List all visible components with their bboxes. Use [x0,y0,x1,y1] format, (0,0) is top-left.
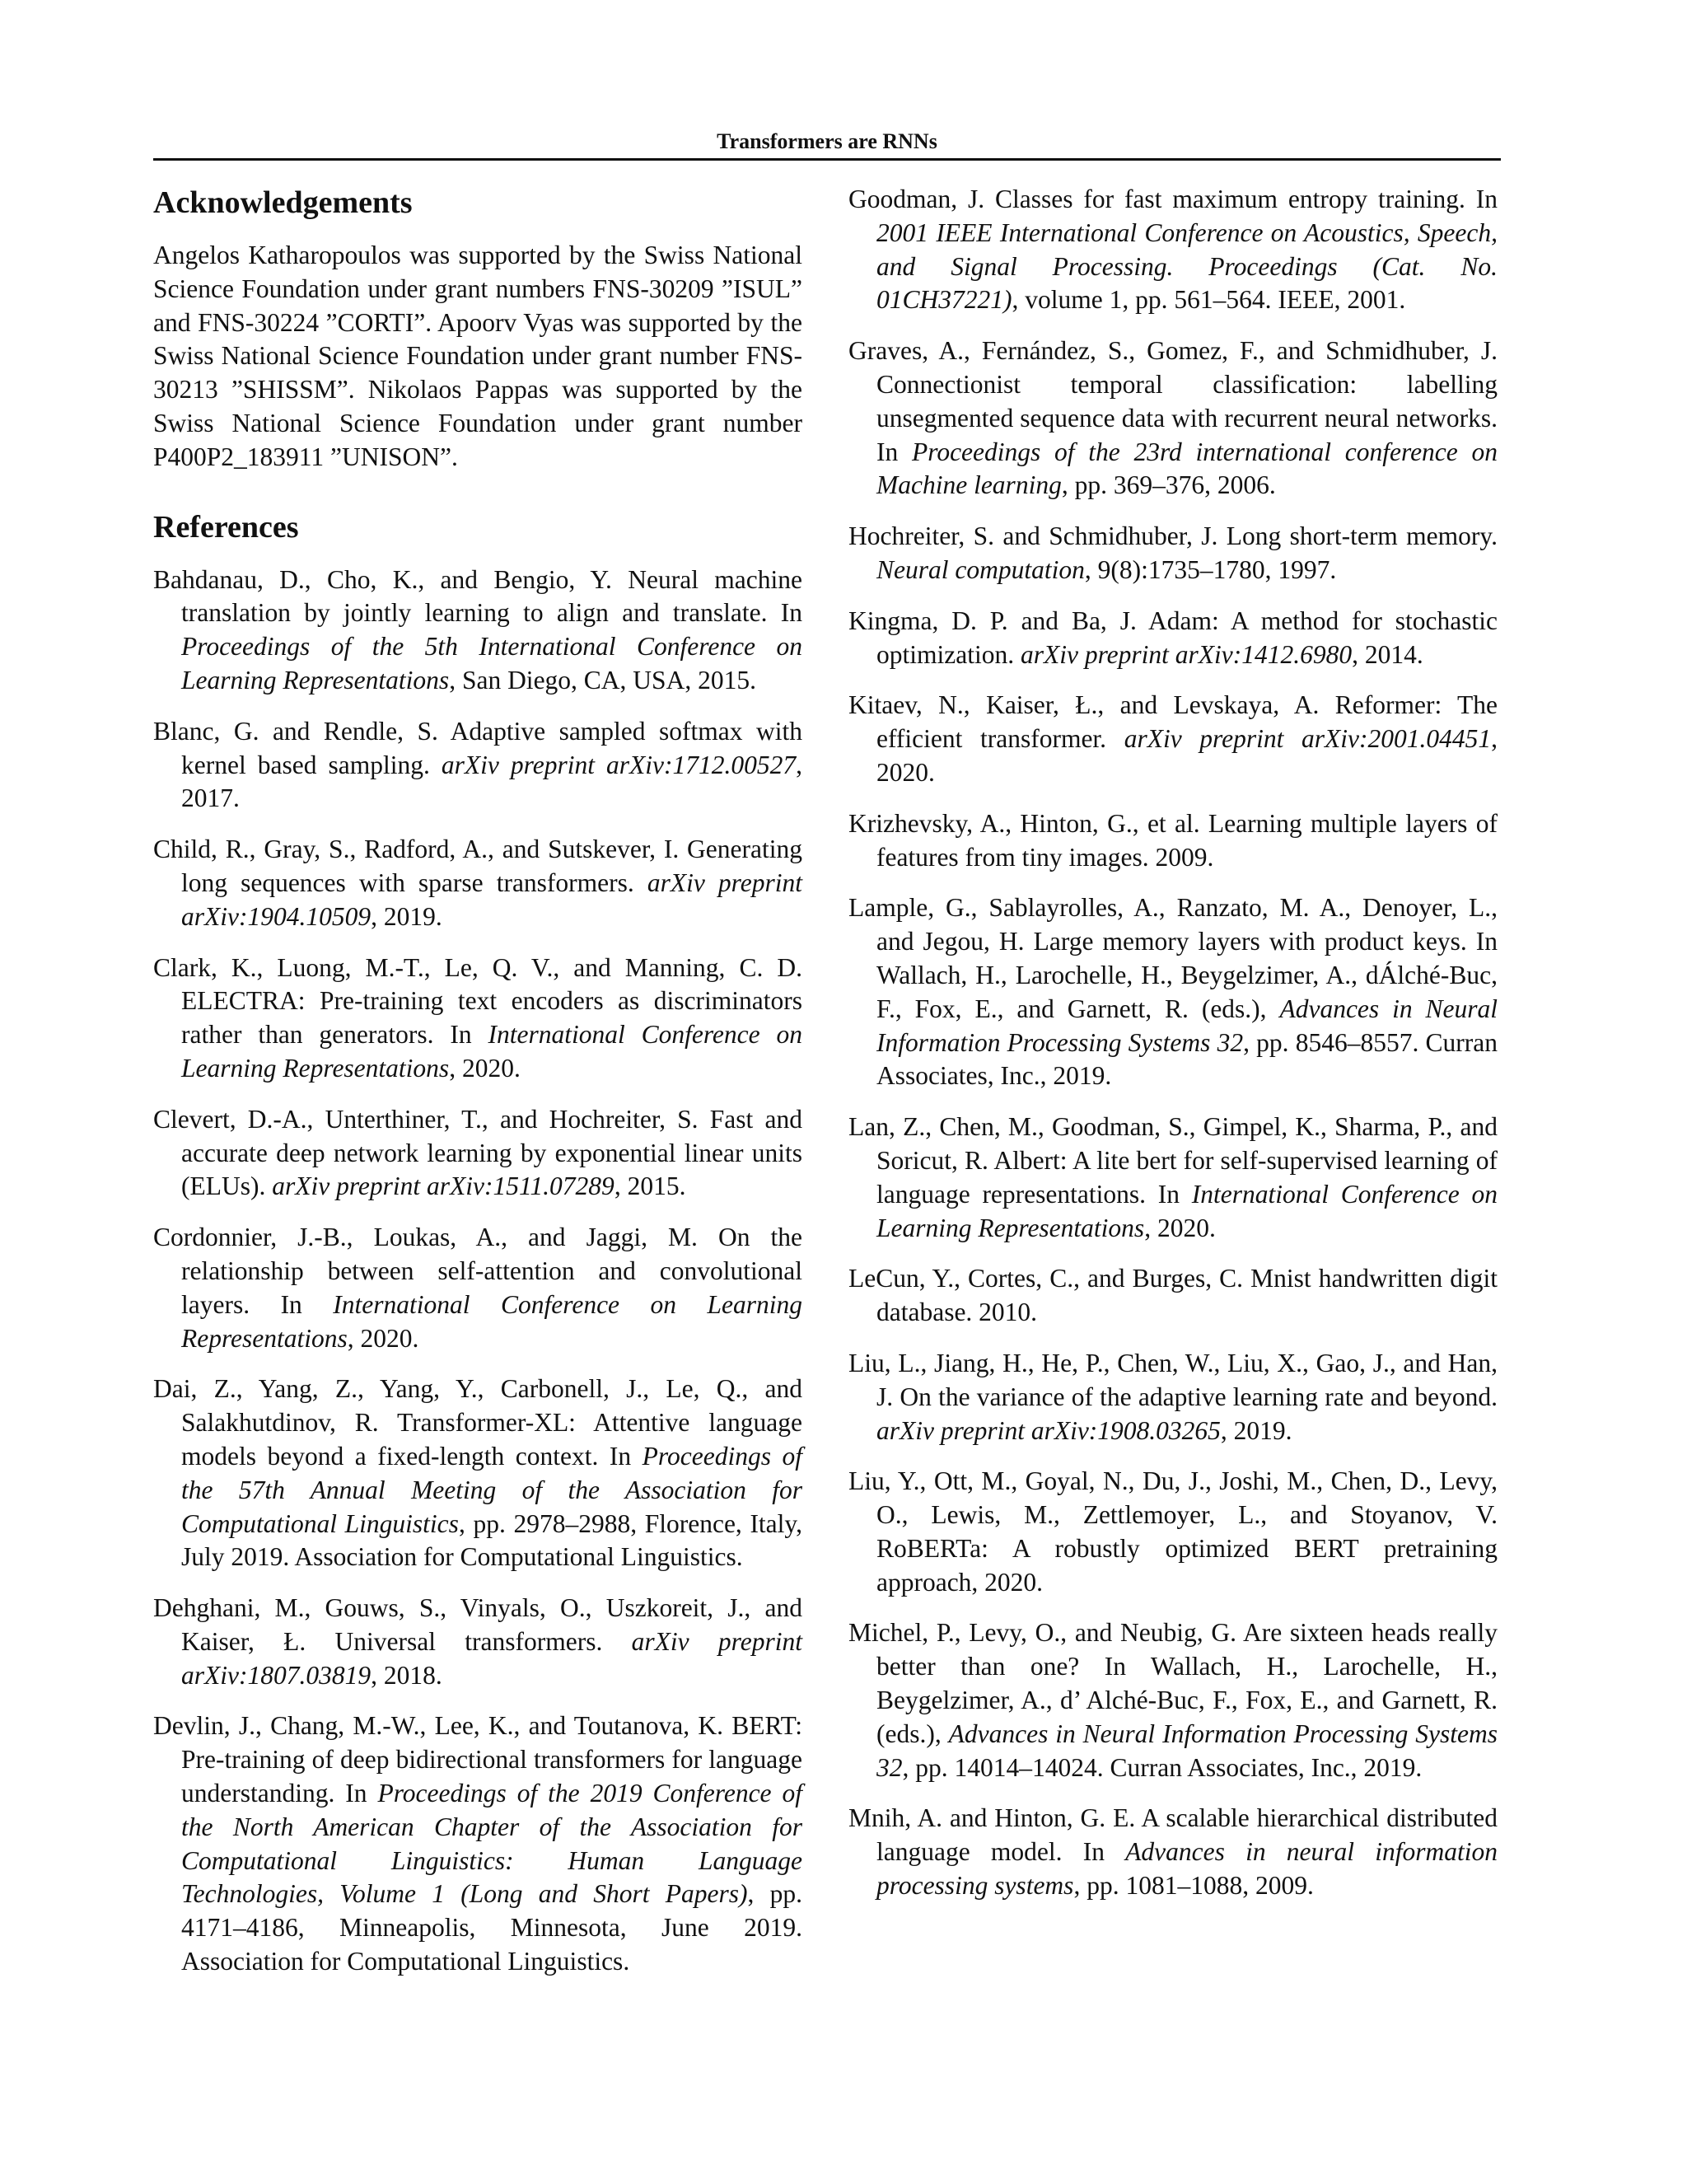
reference-authors-title: Lample, G., Sablayrolles, A., Ranzato, M. A., Denoyer, L., and Jegou, H. Large memory layers with product keys. In Wallach, H., Larochelle, H., Beygelzimer, A., dÁlché-Buc, F., Fox, E., and Garnett, R. (eds.), [848,893,1498,1023]
acknowledgements-heading: Acknowledgements [153,185,413,220]
reference-venue: 2001 IEEE International Conference on Acoustics, Speech, and Signal Processing. Proceedings (Cat. No. 01CH37221) [876,217,1498,315]
reference-venue: arXiv preprint arXiv:1712.00527 [441,750,797,779]
right-column [848,183,1498,1920]
reference-authors-title: Dehghani, M., Gouws, S., Vinyals, O., Uszkoreit, J., and Kaiser, Ł. Universal transformers. [153,1593,802,1656]
reference-details: , 2014. [1352,639,1423,669]
reference-details: , 2015. [614,1172,686,1201]
reference-entry [153,1592,802,1692]
reference-authors-title: Dai, Z., Yang, Z., Yang, Y., Carbonell, J., Le, Q., and Salakhutdinov, R. Transformer-XL: Attentive language models beyond a fixed-length context. In [153,1374,802,1471]
reference-entry [153,1221,802,1355]
left-column [153,183,802,1996]
reference-details: , pp. 369–376, 2006. [1061,470,1276,500]
reference-authors-title: Lan, Z., Chen, M., Goodman, S., Gimpel, K., Sharma, P., and Soricut, R. Albert: A lite bert for self-supervised learning of language representations. In [848,1112,1498,1209]
reference-entry [153,833,802,933]
reference-venue: arXiv preprint arXiv:1412.6980 [1020,639,1353,669]
reference-authors-title: Clark, K., Luong, M.-T., Le, Q. V., and Manning, C. D. ELECTRA: Pre-training text encoders as discriminators rather than generators. In [153,952,802,1050]
reference-venue: arXiv preprint arXiv:1807.03819 [181,1626,802,1690]
references-heading: References [153,509,299,545]
reference-list-right [848,183,1498,1903]
reference-details: , pp. 8546–8557. Curran Associates, Inc., 2019. [876,1027,1498,1091]
reference-venue: International Conference on Learning Representations [181,1289,803,1353]
reference-details: , 2020. [449,1053,521,1083]
reference-authors-title: Bahdanau, D., Cho, K., and Bengio, Y. Neural machine translation by jointly learning to align and translate. In [153,564,802,628]
reference-entry [848,183,1498,317]
reference-venue: Advances in Neural Information Processing Systems 32 [876,1719,1498,1782]
reference-authors-title: Liu, L., Jiang, H., He, P., Chen, W., Liu, X., Gao, J., and Han, J. On the variance of the adaptive learning rate and beyond. [848,1348,1498,1411]
reference-entry [848,334,1498,503]
reference-entry [153,1103,802,1204]
reference-authors-title: LeCun, Y., Cortes, C., and Burges, C. Mnist handwritten digit database. 2010. [848,1264,1498,1327]
reference-venue: Proceedings of the 23rd international conference on Machine learning [876,437,1498,500]
reference-authors-title: Devlin, J., Chang, M.-W., Lee, K., and Toutanova, K. BERT: Pre-training of deep bidirectional transformers for language understanding. In [153,1711,802,1808]
reference-venue: arXiv preprint arXiv:2001.04451 [1124,724,1492,754]
running-header: Transformers are RNNs [717,129,937,153]
reference-authors-title: Clevert, D.-A., Unterthiner, T., and Hochreiter, S. Fast and accurate deep network learning by exponential linear units (ELUs). [153,1104,802,1201]
reference-list-left [153,564,802,1979]
reference-details: , 2020. [1144,1213,1216,1242]
reference-details: , 2017. [181,750,802,813]
reference-entry [153,564,802,698]
reference-details: , 2020. [347,1323,419,1353]
reference-details: , volume 1, pp. 561–564. IEEE, 2001. [1012,285,1406,315]
reference-venue: Proceedings of the 57th Annual Meeting of the Association for Computational Linguistics [181,1441,802,1538]
reference-authors-title: Child, R., Gray, S., Radford, A., and Sutskever, I. Generating long sequences with sparse transformers. [153,835,802,897]
reference-entry [848,689,1498,789]
reference-entry [848,1262,1498,1330]
reference-authors-title: Michel, P., Levy, O., and Neubig, G. Are sixteen heads really better than one? In Wallach, H., Larochelle, H., Beygelzimer, A., d’ Alché-Buc, F., Fox, E., and Garnett, R. (eds.), [848,1618,1498,1748]
reference-venue: International Conference on Learning Representations [181,1020,802,1083]
reference-entry [848,520,1498,587]
reference-details: , 2019. [371,901,442,931]
reference-entry [848,1465,1498,1599]
reference-details: , 2019. [1220,1415,1292,1445]
reference-authors-title: Graves, A., Fernández, S., Gomez, F., and Schmidhuber, J. Connectionist temporal classification: labelling unsegmented sequence data with recurrent neural networks. In [848,336,1498,466]
reference-entry [848,1802,1498,1902]
reference-details: , pp. 1081–1088, 2009. [1073,1871,1314,1901]
reference-entry [848,1347,1498,1447]
reference-venue: Advances in Neural Information Processing Systems 32 [876,994,1498,1057]
reference-entry [153,715,802,816]
reference-entry [153,952,802,1086]
reference-authors-title: Kingma, D. P. and Ba, J. Adam: A method for stochastic optimization. [848,606,1498,669]
reference-authors-title: Kitaev, N., Kaiser, Ł., and Levskaya, A. Reformer: The efficient transformer. [848,690,1498,754]
reference-authors-title: Cordonnier, J.-B., Loukas, A., and Jaggi, M. On the relationship between self-attention and convolutional layers. In [153,1223,802,1319]
reference-details: , 2020. [876,724,1498,787]
reference-venue: Proceedings of the 5th International Conference on Learning Representations [181,632,802,694]
reference-details: , 2018. [371,1660,442,1690]
reference-entry [848,1616,1498,1784]
header-rule [153,158,1501,161]
reference-authors-title: Krizhevsky, A., Hinton, G., et al. Learning multiple layers of features from tiny images. 2009. [848,808,1498,872]
reference-details: , pp. 14014–14024. Curran Associates, Inc., 2019. [902,1752,1423,1782]
reference-authors-title: Hochreiter, S. and Schmidhuber, J. Long short-term memory. [848,521,1498,551]
reference-entry [848,1111,1498,1245]
reference-details: , pp. 4171–4186, Minneapolis, Minnesota, June 2019. Association for Computational Linguistics. [181,1879,803,1976]
reference-entry [153,1709,802,1978]
reference-venue: arXiv preprint arXiv:1511.07289 [272,1172,615,1201]
reference-entry [848,891,1498,1093]
reference-entry [153,1373,802,1574]
reference-venue: Advances in neural information processing systems [876,1837,1498,1901]
reference-details: , 9(8):1735–1780, 1997. [1084,554,1337,584]
reference-details: , pp. 2978–2988, Florence, Italy, July 2019. Association for Computational Linguistics. [181,1508,802,1572]
reference-details: , San Diego, CA, USA, 2015. [449,665,756,694]
reference-venue: International Conference on Learning Representations [876,1179,1498,1242]
reference-venue: Proceedings of the 2019 Conference of the North American Chapter of the Association for Computational Linguistics: Human Language Technologies, Volume 1 (Long and Short Papers) [181,1779,802,1909]
reference-venue: arXiv preprint arXiv:1908.03265 [876,1415,1221,1445]
acknowledgements-text: Angelos Katharopoulos was supported by the Swiss National Science Foundation under grant numbers FNS-30209 ”ISUL” and FNS-30224 ”CORTI”. Apoorv Vyas was supported by the Swiss National Science Foundation under grant number FNS-30213 ”SHISSM”. Nikolaos Pappas was supported by the Swiss National Science Foundation under grant number P400P2_183911 ”UNISON”. [153,241,802,471]
reference-authors-title: Blanc, G. and Rendle, S. Adaptive sampled softmax with kernel based sampling. [153,716,802,779]
reference-venue: Neural computation [876,554,1085,584]
reference-entry [848,807,1498,875]
reference-authors-title: Mnih, A. and Hinton, G. E. A scalable hierarchical distributed language model. In [848,1803,1498,1867]
reference-venue: arXiv preprint arXiv:1904.10509 [181,868,802,931]
reference-entry [848,605,1498,672]
reference-authors-title: Liu, Y., Ott, M., Goyal, N., Du, J., Joshi, M., Chen, D., Levy, O., Lewis, M., Zettlemoyer, L., and Stoyanov, V. RoBERTa: A robustly optimized BERT pretraining approach, 2020. [848,1466,1498,1597]
reference-authors-title: Goodman, J. Classes for fast maximum entropy training. In [848,185,1498,213]
